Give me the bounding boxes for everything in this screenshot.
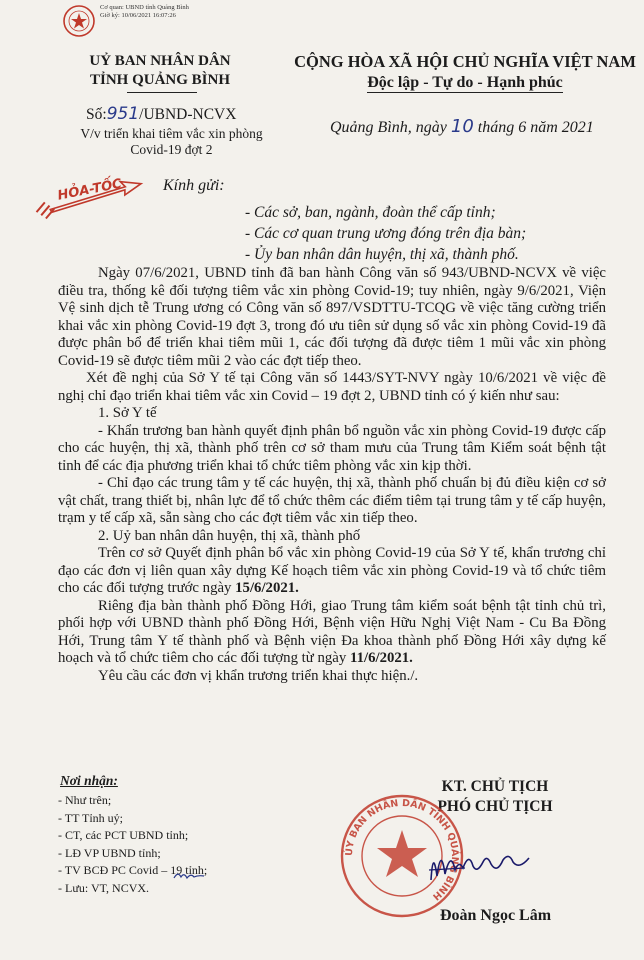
doc-number-handwritten: 951 — [106, 104, 140, 124]
body-paragraph-2: Xét đề nghị của Sở Y tế tại Công văn số 1443/SYT-NVY ngày 10/6/2021 về việc đề nghị chỉ đạo triển khai tiêm vắc xin Covid – 19 đợt 2, UBND tỉnh có ý kiến như sau: — [58, 370, 606, 404]
section-1-item-a: - Khẩn trương ban hành quyết định phân bổ nguồn vắc xin phòng Covid-19 được cấp cho các huyện, thị xã, thành phố trên cơ sở tham mưu của Trung tâm Kiểm soát bệnh tật tỉnh để các địa phương triển khai tổ chức tiêm phòng vắc xin kịp thời. — [58, 422, 606, 474]
digital-signature-time: Giờ ký: 10/06/2021 16:07:26 — [100, 12, 176, 19]
noi-nhan-item: - TV BCĐ PC Covid – 19 tỉnh; — [58, 863, 208, 877]
document-number — [86, 104, 236, 124]
org-underline — [127, 92, 197, 93]
section-2-item-b-text: Riêng địa bàn thành phố Đồng Hới, giao Trung tâm kiểm soát bệnh tật tỉnh chủ trì, phối hợp với UBND thành phố Đồng Hới, Bệnh viện Hữu Nghị Việt Nam - Cu Ba Đồng Hới, Trung tâm Y tế thành phố và Bệnh viện Đa khoa thành phố Đồng Hới xây dựng kế hoạch và tổ chức tiêm cho các đối tượng từ ngày — [58, 597, 606, 666]
greeting: Kính gửi: — [163, 177, 225, 194]
body-paragraph-1: Ngày 07/6/2021, UBND tỉnh đã ban hành Công văn số 943/UBND-NCVX về việc điều tra, thống kê đối tượng tiêm vắc xin phòng Covid-19; tuy nhiên, ngày 9/6/2021, Viện Vệ sinh dịch tễ Trung ương có Công văn số 897/VSDTTU-TCQG về việc tăng cường triển khai vắc xin phòng Covid-19 đợt 3, trong đó ưu tiên sử dụng số vắc xin phòng Covid-19 đã được phân bổ để triển khai tiêm mũi 1, các đối tượng đã được tiêm 1 mũi vắc xin phòng Covid-19 sẽ được tiêm mũi 2 vào các đợt tiếp theo. — [58, 265, 606, 369]
section-2-item-b — [58, 598, 606, 668]
document-body — [58, 265, 606, 685]
recipient-list — [245, 202, 526, 265]
document-subject — [64, 126, 279, 158]
recipient-item: - Các cơ quan trung ương đóng trên địa bàn; — [245, 225, 527, 242]
doc-number-prefix: Số: — [86, 106, 107, 123]
subject-line-2: Covid-19 đợt 2 — [130, 142, 213, 157]
noi-nhan-title: Nơi nhận: — [60, 773, 118, 788]
noi-nhan-item: - CT, các PCT UBND tỉnh; — [58, 828, 189, 842]
section-1-item-b: - Chỉ đạo các trung tâm y tế các huyện, thị xã, thành phố chuẩn bị đủ điều kiện cơ sở vật chất, trang thiết bị, nhân lực để tổ chức thêm các điểm tiêm tại trung tâm y tế cấp huyện, trạm y tế cấp xã, sẵn sàng cho các đợt tiêm vắc xin tiếp theo. — [58, 475, 606, 526]
date-rest: tháng 6 năm 2021 — [477, 119, 594, 136]
section-2-item-a-date: 15/6/2021. — [235, 580, 299, 596]
org-line-1: UỶ BAN NHÂN DÂN — [89, 53, 231, 69]
kt-line-1: KT. CHỦ TỊCH — [441, 778, 549, 795]
section-2-item-b-date: 11/6/2021. — [349, 650, 413, 666]
section-1-title: 1. Sở Y tế — [98, 405, 157, 421]
national-motto — [290, 73, 640, 93]
country-name: CỘNG HÒA XÃ HỘI CHỦ NGHĨA VIỆT NAM — [294, 52, 636, 71]
handwritten-signature — [425, 840, 535, 886]
noi-nhan-item: - Như trên; — [58, 793, 112, 807]
digital-signature-info — [100, 4, 189, 20]
digital-signature-org: Cơ quan: UBND tỉnh Quảng Bình — [100, 4, 189, 11]
signer-name: Đoàn Ngọc Lâm — [439, 907, 552, 924]
noi-nhan-item: - TT Tỉnh uỷ; — [58, 810, 124, 825]
subject-line-1: V/v triển khai tiêm vắc xin phòng — [80, 126, 263, 141]
motto-text: Độc lập - Tự do - Hạnh phúc — [367, 74, 563, 91]
org-line-2: TỈNH QUẢNG BÌNH — [89, 72, 231, 88]
date-prefix: Quảng Bình, ngày — [330, 119, 447, 136]
recipient-item: - Ủy ban nhân dân huyện, thị xã, thành phố. — [245, 246, 519, 263]
issuing-organization — [70, 52, 250, 90]
doc-number-suffix: /UBND-NCVX — [139, 106, 237, 123]
urgent-stamp-text: HỎA-TỐC — [56, 176, 124, 204]
document-date — [330, 116, 594, 137]
section-2-title: 2. Uỷ ban nhân dân huyện, thị xã, thành phố — [98, 527, 361, 544]
noi-nhan-item: - LĐ VP UBND tỉnh; — [58, 845, 161, 860]
handwritten-initial — [172, 869, 206, 881]
urgent-stamp — [27, 161, 149, 226]
recipient-item: - Các sở, ban, ngành, đoàn thể cấp tỉnh; — [245, 204, 496, 221]
date-day-handwritten: 10 — [450, 116, 474, 137]
closing-sentence: Yêu cầu các đơn vị khẩn trương triển khai thực hiện./. — [98, 667, 419, 684]
noi-nhan-item: - Lưu: VT, NCVX. — [58, 880, 150, 895]
state-emblem-icon — [62, 4, 96, 38]
section-2-item-a — [58, 545, 606, 598]
seal-text: ỦY BAN NHÂN DÂN TỈNH QUẢNG BÌNH — [343, 797, 461, 903]
kt-line-2: PHÓ CHỦ TỊCH — [437, 798, 553, 815]
section-2-item-a-text: Trên cơ sở Quyết định phân bổ vắc xin phòng Covid-19 của Sở Y tế, khẩn trương chỉ đạo các đơn vị liên quan xây dựng Kế hoạch tiêm vắc xin phòng Covid-19 và tổ chức tiêm cho các đối tượng trước ngày — [58, 545, 606, 596]
noi-nhan-list — [58, 792, 207, 897]
